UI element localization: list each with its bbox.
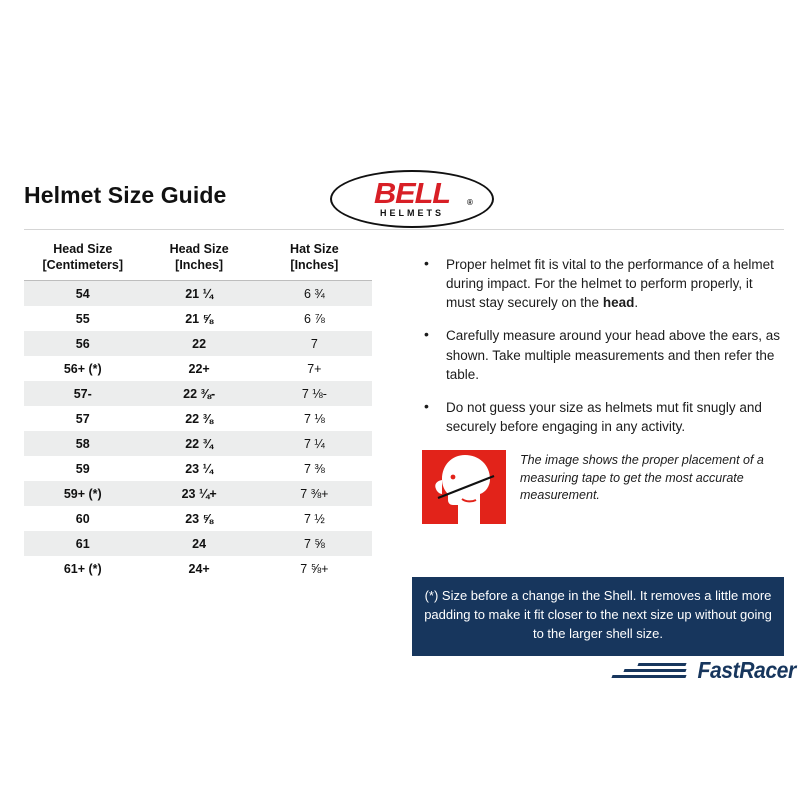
header-line-2: [Centimeters]: [42, 257, 124, 272]
cell-head-size-in: 22+: [188, 361, 210, 376]
cell-head-size-in: 23 ⅝: [185, 511, 214, 526]
list-item: [412, 398, 784, 436]
table-row: [24, 556, 372, 581]
header-divider: [24, 229, 784, 230]
cell-head-size-in: 21 ⅝: [185, 311, 214, 326]
column-header-head-size-cm: [24, 237, 142, 281]
table-row: [24, 481, 372, 506]
bullet-text: Carefully measure around your head above the ears, as shown. Take multiple measurements and then refer the table.: [446, 328, 780, 382]
bell-helmets-logo: [330, 170, 498, 232]
table-body: [24, 281, 372, 582]
cell-hat-size: 6 ¾: [257, 281, 372, 307]
header-line-2: [Inches]: [290, 257, 339, 272]
page-title: Helmet Size Guide: [24, 182, 227, 208]
header: [24, 170, 784, 232]
illustration-caption: The image shows the proper placement of a measuring tape to get the most accurate measurement.: [520, 453, 764, 502]
table-row: [24, 456, 372, 481]
content-area: [24, 170, 796, 697]
bullet-text-tail: .: [634, 295, 639, 311]
header-line-2: [Inches]: [175, 257, 224, 272]
table-row: [24, 531, 372, 556]
cell-head-size-in: 23 ¼: [185, 461, 214, 476]
measurement-illustration-block: [412, 450, 784, 526]
cell-hat-size: 7 ½: [303, 511, 325, 526]
cell-head-size-in: 22 ¾: [142, 431, 257, 456]
column-header-hat-size-in: [257, 237, 372, 281]
cell-head-size-in: 21 ¼: [142, 281, 257, 307]
shell-change-note: (*) Size before a change in the Shell. It removes a little more padding to make it fit closer to the next size up without going to the larger shell size.: [412, 577, 784, 656]
instructions-list: [412, 255, 784, 436]
cell-head-size-cm: 57: [75, 411, 90, 426]
cell-hat-size: 7 ⅛-: [257, 381, 372, 406]
cell-head-size-cm: 61+ (*): [63, 561, 102, 576]
cell-head-size-in: 24: [142, 531, 257, 556]
cell-head-size-cm: 56: [24, 331, 142, 356]
fastracer-wordmark: FastRacer: [697, 657, 796, 683]
table-row: [24, 331, 372, 356]
logo-subtitle: HELMETS: [379, 208, 444, 218]
speed-stripes-icon: [612, 663, 686, 681]
cell-head-size-cm: 59+ (*): [24, 481, 142, 506]
table-row: [24, 506, 372, 531]
cell-head-size-cm: 55: [75, 311, 90, 326]
header-line-1: Hat Size: [290, 242, 339, 256]
table-row: [24, 406, 372, 431]
head-profile-icon: [422, 450, 506, 524]
cell-head-size-cm: 56+ (*): [63, 361, 102, 376]
head-profile-svg: [422, 450, 506, 524]
cell-head-size-in: 24+: [188, 561, 210, 576]
header-line-1: Head Size: [53, 242, 113, 256]
cell-hat-size: 6 ⅞: [303, 311, 325, 326]
size-chart-table: [24, 237, 372, 581]
cell-head-size-in: 22: [142, 331, 257, 356]
table-row: [24, 306, 372, 331]
instructions-column: [412, 255, 784, 526]
table-row: [24, 281, 372, 307]
cell-hat-size: 7: [257, 331, 372, 356]
logo-wordmark: BELL: [373, 178, 451, 210]
main-columns: [24, 237, 796, 697]
cell-head-size-cm: 59: [75, 461, 90, 476]
registered-trademark-icon: ®: [467, 198, 473, 207]
column-header-head-size-in: [142, 237, 257, 281]
cell-head-size-in: 23 ¼+: [142, 481, 257, 506]
cell-head-size-cm: 58: [24, 431, 142, 456]
bullet-text: Proper helmet fit is vital to the performance of a helmet during impact. For the helmet to perform properly, it must stay securely on the: [446, 257, 774, 311]
list-item: [412, 326, 784, 383]
table-row: [24, 381, 372, 406]
bullet-text: Do not guess your size as helmets mut fit snugly and securely before engaging in any activity.: [446, 399, 762, 435]
fastracer-logo[interactable]: [606, 657, 796, 687]
cell-head-size-cm: 57-: [24, 381, 142, 406]
table-header-row: [24, 237, 372, 281]
table-row: [24, 356, 372, 381]
cell-hat-size: 7+: [307, 361, 322, 376]
cell-hat-size: 7 ⅝: [257, 531, 372, 556]
cell-head-size-in: 22 ⅜: [185, 411, 214, 426]
table-row: [24, 431, 372, 456]
cell-head-size-cm: 60: [75, 511, 90, 526]
cell-hat-size: 7 ¼: [257, 431, 372, 456]
cell-hat-size: 7 ⅛: [303, 411, 325, 426]
cell-head-size-cm: 61: [24, 531, 142, 556]
cell-head-size-in: 22 ⅜-: [142, 381, 257, 406]
cell-head-size-cm: 54: [24, 281, 142, 307]
bullet-emphasis: head: [602, 295, 635, 311]
cell-hat-size: 7 ⅜+: [257, 481, 372, 506]
cell-hat-size: 7 ⅝+: [300, 561, 329, 576]
list-item: [412, 255, 784, 312]
header-line-1: Head Size: [169, 242, 229, 256]
cell-hat-size: 7 ⅜: [303, 461, 325, 476]
